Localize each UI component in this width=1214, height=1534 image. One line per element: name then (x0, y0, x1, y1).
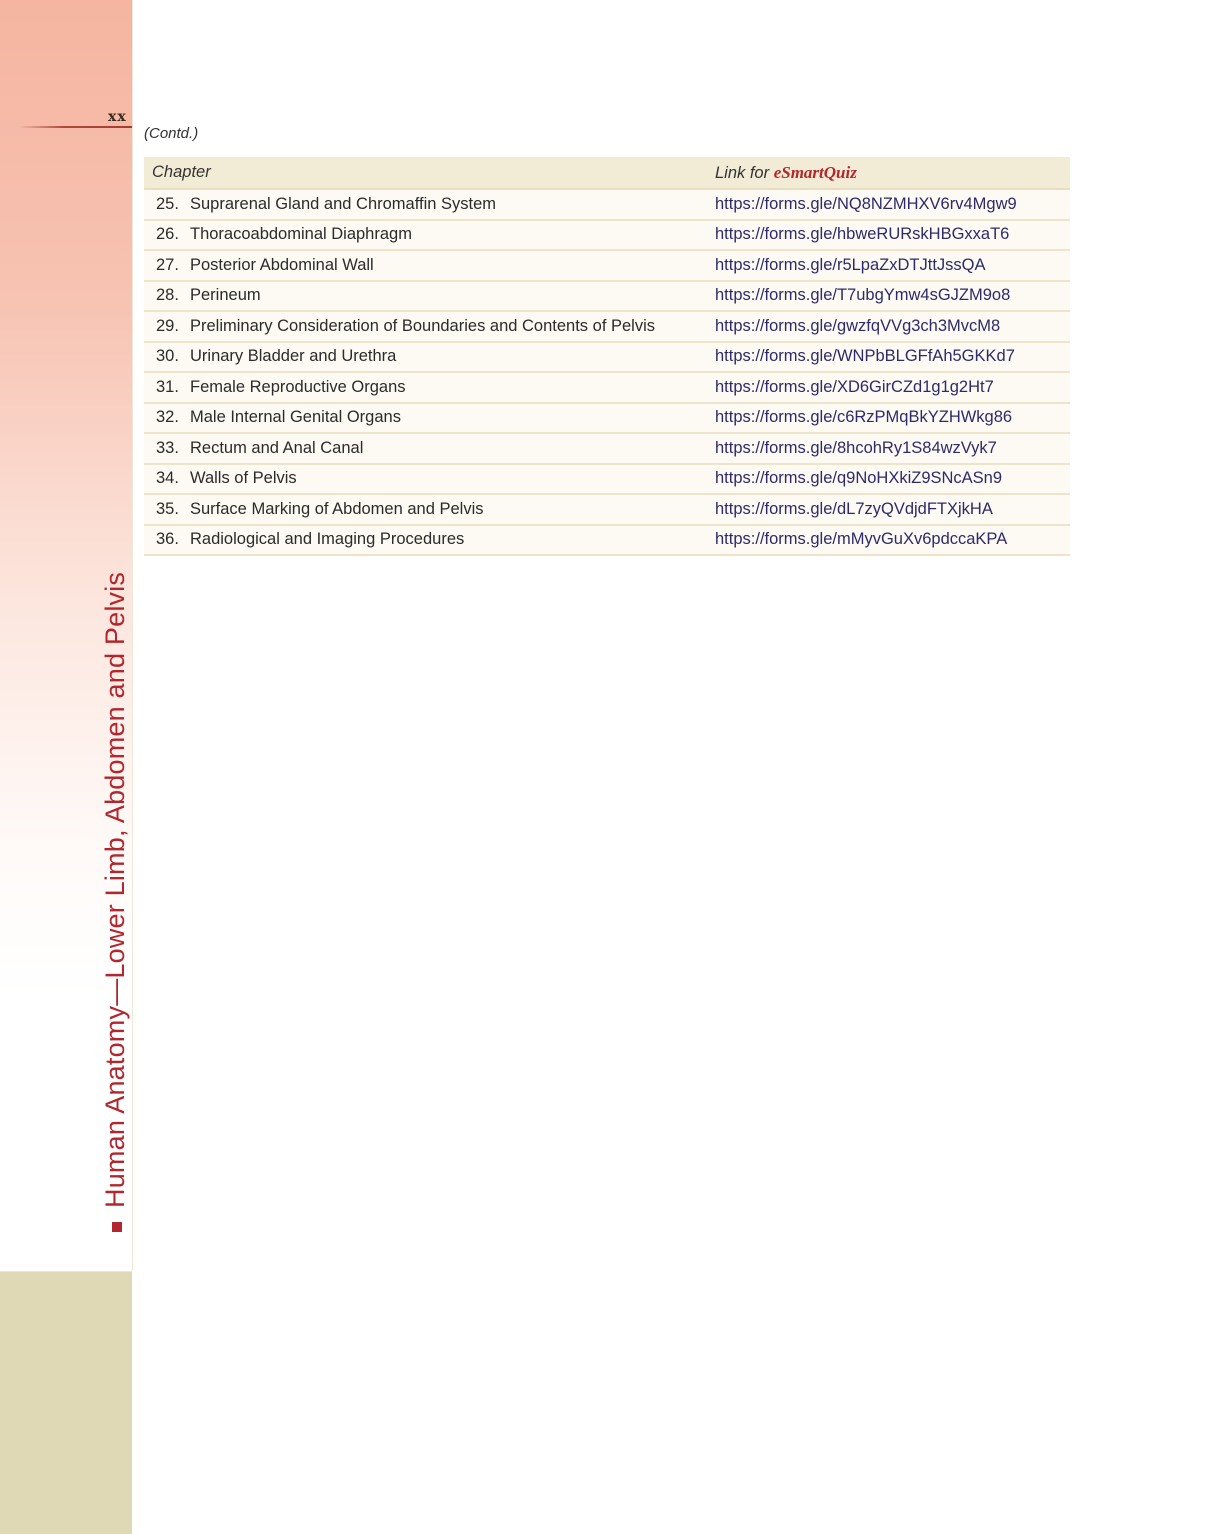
table-row (144, 372, 1070, 403)
chapter-number: 36. (156, 530, 179, 549)
side-title-text: Human Anatomy—Lower Limb, Abdomen and Pelvis (100, 571, 130, 1208)
chapter-number: 31. (156, 377, 179, 396)
link-cell (715, 372, 1070, 403)
continued-label: (Contd.) (144, 125, 199, 142)
quiz-link[interactable]: https://forms.gle/r5LpaZxDTJttJssQA (715, 255, 986, 274)
chapter-title: Male Internal Genital Organs (190, 408, 401, 427)
chapter-title: Posterior Abdominal Wall (190, 255, 374, 274)
header-chapter: Chapter (144, 157, 715, 189)
table-row (144, 311, 1070, 342)
chapter-cell (144, 311, 715, 342)
chapter-number: 25. (156, 194, 179, 213)
chapter-title: Perineum (190, 286, 261, 305)
chapter-cell (144, 189, 715, 220)
link-cell (715, 250, 1070, 281)
table-row (144, 525, 1070, 556)
chapter-number: 27. (156, 255, 179, 274)
quiz-link[interactable]: https://forms.gle/XD6GirCZd1g1g2Ht7 (715, 377, 994, 396)
quiz-link[interactable]: https://forms.gle/gwzfqVVg3ch3MvcM8 (715, 316, 1001, 335)
header-link (715, 157, 1070, 189)
header-link-brand: eSmartQuiz (773, 162, 857, 182)
chapter-number: 28. (156, 286, 179, 305)
link-cell (715, 464, 1070, 495)
quiz-link[interactable]: https://forms.gle/dL7zyQVdjdFTXjkHA (715, 499, 993, 518)
table-row (144, 250, 1070, 281)
table-row (144, 281, 1070, 312)
quiz-link[interactable]: https://forms.gle/8hcohRy1S84wzVyk7 (715, 438, 997, 457)
chapter-number: 26. (156, 225, 179, 244)
running-side-title (100, 572, 131, 1232)
chapter-cell (144, 250, 715, 281)
chapter-cell (144, 433, 715, 464)
quiz-link[interactable]: https://forms.gle/hbweRURskHBGxxaT6 (715, 225, 1010, 244)
table-row (144, 433, 1070, 464)
table-header-row (144, 157, 1070, 189)
quiz-link[interactable]: https://forms.gle/NQ8NZMHXV6rv4Mgw9 (715, 194, 1017, 213)
sidebar-bottom-band (0, 1271, 132, 1534)
quiz-link[interactable]: https://forms.gle/T7ubgYmw4sGJZM9o8 (715, 286, 1011, 305)
quiz-link[interactable]: https://forms.gle/c6RzPMqBkYZHWkg86 (715, 408, 1013, 427)
table-row (144, 342, 1070, 373)
link-cell (715, 342, 1070, 373)
table-row (144, 464, 1070, 495)
page-number: xx (108, 109, 127, 125)
link-cell (715, 281, 1070, 312)
link-cell (715, 494, 1070, 525)
chapter-cell (144, 342, 715, 373)
chapter-title: Thoracoabdominal Diaphragm (190, 225, 412, 244)
chapter-title: Suprarenal Gland and Chromaffin System (190, 194, 497, 213)
quiz-link[interactable]: https://forms.gle/WNPbBLGFfAh5GKKd7 (715, 347, 1015, 366)
chapter-number: 32. (156, 408, 179, 427)
chapter-number: 35. (156, 499, 179, 518)
header-link-prefix: Link for (715, 163, 774, 182)
table-row (144, 403, 1070, 434)
chapter-number: 29. (156, 316, 179, 335)
chapter-cell (144, 403, 715, 434)
chapter-number: 33. (156, 438, 179, 457)
chapter-title: Radiological and Imaging Procedures (190, 530, 465, 549)
page-number-rule (18, 126, 132, 128)
chapter-title: Rectum and Anal Canal (190, 438, 364, 457)
quiz-link[interactable]: https://forms.gle/q9NoHXkiZ9SNcASn9 (715, 469, 1003, 488)
chapter-title: Urinary Bladder and Urethra (190, 347, 397, 366)
chapter-title: Walls of Pelvis (190, 469, 297, 488)
table-row (144, 220, 1070, 251)
table-row (144, 189, 1070, 220)
chapter-cell (144, 525, 715, 556)
table-row (144, 494, 1070, 525)
chapter-number: 34. (156, 469, 179, 488)
link-cell (715, 311, 1070, 342)
link-cell (715, 525, 1070, 556)
chapter-title: Female Reproductive Organs (190, 377, 406, 396)
chapter-title: Surface Marking of Abdomen and Pelvis (190, 499, 484, 518)
esmartquiz-table (144, 157, 1070, 556)
chapter-cell (144, 281, 715, 312)
square-bullet-icon (112, 1222, 122, 1232)
chapter-title: Preliminary Consideration of Boundaries and Contents of Pelvis (190, 316, 655, 335)
chapter-number: 30. (156, 347, 179, 366)
chapter-cell (144, 464, 715, 495)
chapter-cell (144, 372, 715, 403)
link-cell (715, 433, 1070, 464)
link-cell (715, 189, 1070, 220)
chapter-cell (144, 220, 715, 251)
chapter-cell (144, 494, 715, 525)
quiz-link[interactable]: https://forms.gle/mMyvGuXv6pdccaKPA (715, 530, 1008, 549)
link-cell (715, 403, 1070, 434)
link-cell (715, 220, 1070, 251)
